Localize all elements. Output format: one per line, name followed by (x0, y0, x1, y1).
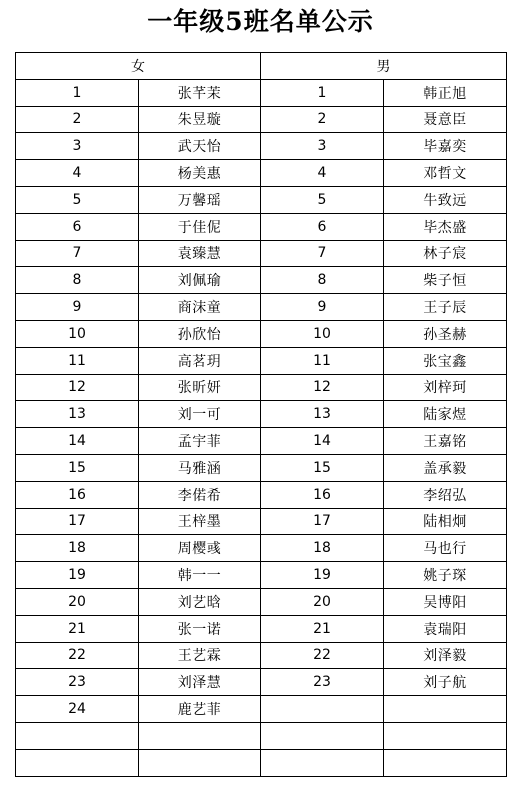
male-name-cell: 毕杰盛 (384, 213, 507, 240)
female-number-cell: 21 (16, 615, 139, 642)
female-name-cell: 张一诺 (139, 615, 261, 642)
female-number-cell: 16 (16, 481, 139, 508)
female-number-cell: 6 (16, 213, 139, 240)
female-name-cell: 周樱彧 (139, 535, 261, 562)
male-number-cell: 15 (261, 454, 384, 481)
male-name-cell: 陆相炯 (384, 508, 507, 535)
male-name-cell: 林子宸 (384, 240, 507, 267)
table-row (16, 615, 507, 642)
female-number-cell: 14 (16, 428, 139, 455)
female-number-cell: 19 (16, 562, 139, 589)
female-name-cell: 马雅涵 (139, 454, 261, 481)
male-number-cell: 9 (261, 294, 384, 321)
roster-table (15, 52, 507, 777)
table-row (16, 749, 507, 776)
female-name-cell: 商沫童 (139, 294, 261, 321)
female-number-cell: 17 (16, 508, 139, 535)
female-number-cell: 11 (16, 347, 139, 374)
female-name-cell: 鹿艺菲 (139, 696, 261, 723)
table-row (16, 669, 507, 696)
male-number-cell: 8 (261, 267, 384, 294)
male-name-cell: 张宝鑫 (384, 347, 507, 374)
male-name-cell: 韩正旭 (384, 79, 507, 106)
female-name-cell: 于佳伲 (139, 213, 261, 240)
male-number-cell: 3 (261, 133, 384, 160)
table-row (16, 160, 507, 187)
male-name-cell: 毕嘉奕 (384, 133, 507, 160)
female-name-cell: 刘泽慧 (139, 669, 261, 696)
female-name-cell: 王艺霖 (139, 642, 261, 669)
male-number-cell: 13 (261, 401, 384, 428)
male-number-cell (261, 749, 384, 776)
male-number-cell: 16 (261, 481, 384, 508)
table-row (16, 240, 507, 267)
female-name-cell: 刘一可 (139, 401, 261, 428)
female-name-cell: 刘艺晗 (139, 588, 261, 615)
table-row (16, 722, 507, 749)
female-name-cell: 刘佩瑜 (139, 267, 261, 294)
male-number-cell: 11 (261, 347, 384, 374)
male-name-cell: 马也行 (384, 535, 507, 562)
male-number-cell: 21 (261, 615, 384, 642)
roster-body (16, 79, 507, 776)
table-row (16, 588, 507, 615)
female-number-cell: 22 (16, 642, 139, 669)
male-name-cell (384, 722, 507, 749)
male-number-cell: 14 (261, 428, 384, 455)
table-row (16, 267, 507, 294)
male-name-cell: 陆家煜 (384, 401, 507, 428)
male-name-cell: 盖承毅 (384, 454, 507, 481)
male-number-cell: 4 (261, 160, 384, 187)
female-name-cell: 朱昱璇 (139, 106, 261, 133)
female-name-cell: 王梓墨 (139, 508, 261, 535)
table-row (16, 535, 507, 562)
male-name-cell: 孙圣赫 (384, 320, 507, 347)
female-name-cell: 李偌希 (139, 481, 261, 508)
female-name-cell (139, 722, 261, 749)
female-number-cell: 12 (16, 374, 139, 401)
male-number-cell: 1 (261, 79, 384, 106)
male-number-cell: 17 (261, 508, 384, 535)
table-row (16, 642, 507, 669)
male-number-cell: 18 (261, 535, 384, 562)
female-number-cell: 7 (16, 240, 139, 267)
male-header: 男 (261, 53, 507, 80)
male-name-cell (384, 696, 507, 723)
male-name-cell (384, 749, 507, 776)
male-name-cell: 邓哲文 (384, 160, 507, 187)
table-row (16, 481, 507, 508)
table-row (16, 186, 507, 213)
male-number-cell (261, 722, 384, 749)
male-number-cell (261, 696, 384, 723)
female-name-cell: 张昕妍 (139, 374, 261, 401)
male-name-cell: 刘梓珂 (384, 374, 507, 401)
female-name-cell: 杨美惠 (139, 160, 261, 187)
female-number-cell: 13 (16, 401, 139, 428)
male-name-cell: 吴博阳 (384, 588, 507, 615)
table-row (16, 347, 507, 374)
male-name-cell: 王嘉铭 (384, 428, 507, 455)
table-row (16, 562, 507, 589)
male-name-cell: 刘泽毅 (384, 642, 507, 669)
male-name-cell: 牛致远 (384, 186, 507, 213)
female-number-cell: 24 (16, 696, 139, 723)
male-name-cell: 刘子航 (384, 669, 507, 696)
table-row (16, 320, 507, 347)
table-row (16, 106, 507, 133)
female-number-cell: 4 (16, 160, 139, 187)
male-number-cell: 12 (261, 374, 384, 401)
table-row (16, 79, 507, 106)
female-name-cell: 袁臻慧 (139, 240, 261, 267)
female-number-cell: 2 (16, 106, 139, 133)
table-row (16, 133, 507, 160)
female-number-cell: 18 (16, 535, 139, 562)
male-number-cell: 22 (261, 642, 384, 669)
female-number-cell (16, 749, 139, 776)
female-name-cell: 韩一一 (139, 562, 261, 589)
male-number-cell: 7 (261, 240, 384, 267)
female-name-cell: 孙欣怡 (139, 320, 261, 347)
male-name-cell: 李绍弘 (384, 481, 507, 508)
female-name-cell: 张芊茉 (139, 79, 261, 106)
male-name-cell: 王子辰 (384, 294, 507, 321)
table-row (16, 508, 507, 535)
male-number-cell: 6 (261, 213, 384, 240)
table-row (16, 294, 507, 321)
table-row (16, 696, 507, 723)
male-name-cell: 姚子琛 (384, 562, 507, 589)
female-name-cell: 万馨瑶 (139, 186, 261, 213)
female-number-cell: 9 (16, 294, 139, 321)
male-number-cell: 10 (261, 320, 384, 347)
female-number-cell (16, 722, 139, 749)
table-row (16, 374, 507, 401)
female-name-cell: 孟宇菲 (139, 428, 261, 455)
male-name-cell: 聂意臣 (384, 106, 507, 133)
male-number-cell: 19 (261, 562, 384, 589)
male-number-cell: 5 (261, 186, 384, 213)
female-name-cell: 武天怡 (139, 133, 261, 160)
female-header: 女 (16, 53, 261, 80)
male-number-cell: 23 (261, 669, 384, 696)
female-number-cell: 15 (16, 454, 139, 481)
female-number-cell: 20 (16, 588, 139, 615)
female-number-cell: 3 (16, 133, 139, 160)
female-number-cell: 10 (16, 320, 139, 347)
male-number-cell: 20 (261, 588, 384, 615)
male-name-cell: 袁瑞阳 (384, 615, 507, 642)
page-title: 一年级5班名单公示 (147, 7, 374, 36)
male-number-cell: 2 (261, 106, 384, 133)
female-number-cell: 1 (16, 79, 139, 106)
female-number-cell: 8 (16, 267, 139, 294)
female-number-cell: 5 (16, 186, 139, 213)
female-name-cell: 高茗玥 (139, 347, 261, 374)
table-row (16, 454, 507, 481)
female-name-cell (139, 749, 261, 776)
table-row (16, 401, 507, 428)
male-name-cell: 柴子恒 (384, 267, 507, 294)
header-row (16, 53, 507, 80)
female-number-cell: 23 (16, 669, 139, 696)
table-row (16, 213, 507, 240)
table-row (16, 428, 507, 455)
